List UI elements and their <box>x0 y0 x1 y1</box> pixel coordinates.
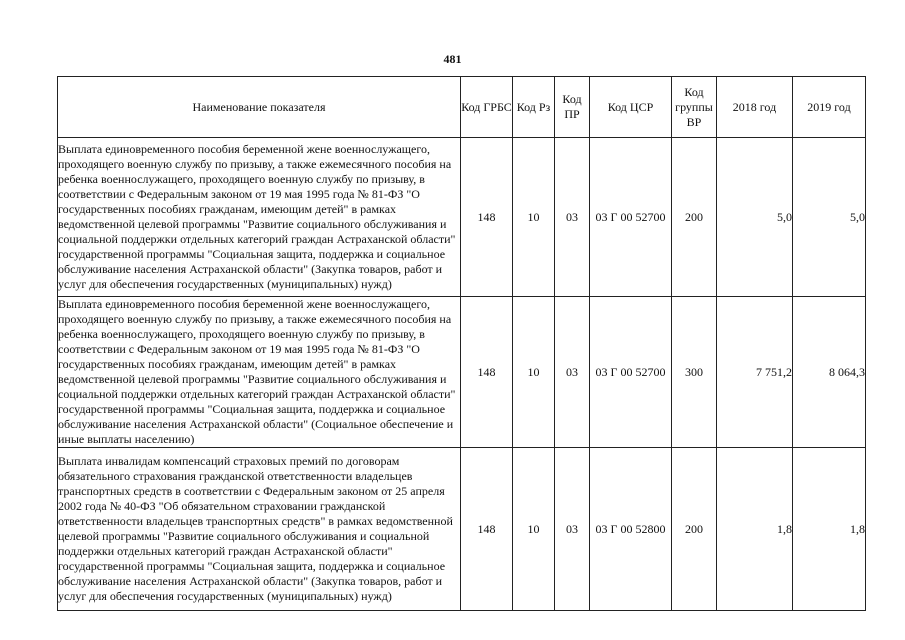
header-name: Наименование показателя <box>58 77 461 138</box>
cell-pr: 03 <box>555 448 590 611</box>
cell-rz: 10 <box>513 297 555 448</box>
header-grbs: Код ГРБС <box>461 77 513 138</box>
cell-vr: 200 <box>672 448 717 611</box>
cell-rz: 10 <box>513 138 555 297</box>
budget-table <box>57 76 866 611</box>
cell-2018: 7 751,2 <box>717 297 793 448</box>
header-2019: 2019 год <box>793 77 866 138</box>
cell-name: Выплата единовременного пособия беременной жене военнослужащего, проходящего военную службу по призыву, а также ежемесячного пособия на ребенка военнослужащего, проходящего военную службу по призыву, в соответствии с Федеральным законом от 19 мая 1995 года № 81-ФЗ "О государственных пособиях гражданам, имеющим детей" в рамках ведомственной целевой программы "Развитие социального обслуживания и социальной поддержки отдельных категорий граждан Астраханской области" государственной программы "Социальная защита, поддержка и социальное обслуживание населения Астраханской области" (Закупка товаров, работ и услуг для обеспечения государственных (муниципальных) нужд) <box>58 138 461 297</box>
cell-2019: 1,8 <box>793 448 866 611</box>
table-row <box>58 138 866 297</box>
cell-pr: 03 <box>555 297 590 448</box>
table-row <box>58 448 866 611</box>
cell-csr: 03 Г 00 52700 <box>590 138 672 297</box>
cell-vr: 300 <box>672 297 717 448</box>
cell-2019: 5,0 <box>793 138 866 297</box>
cell-vr: 200 <box>672 138 717 297</box>
cell-grbs: 148 <box>461 448 513 611</box>
cell-name: Выплата инвалидам компенсаций страховых премий по договорам обязательного страхования гражданской ответственности владельцев транспортных средств в соответствии с Федеральным законом от 25 апреля 2002 года № 40-ФЗ "Об обязательном страховании гражданской ответственности владельцев транспортных средств" в рамках ведомственной целевой программы "Развитие социального обслуживания и социальной поддержки отдельных категорий граждан Астраханской области" государственной программы "Социальная защита, поддержка и социальное обслуживание населения Астраханской области" (Закупка товаров, работ и услуг для обеспечения государственных (муниципальных) нужд) <box>58 448 461 611</box>
header-pr: Код ПР <box>555 77 590 138</box>
header-csr: Код ЦСР <box>590 77 672 138</box>
cell-csr: 03 Г 00 52700 <box>590 297 672 448</box>
cell-grbs: 148 <box>461 297 513 448</box>
cell-csr: 03 Г 00 52800 <box>590 448 672 611</box>
table-header-row <box>58 77 866 138</box>
cell-rz: 10 <box>513 448 555 611</box>
table-row <box>58 297 866 448</box>
cell-name: Выплата единовременного пособия беременной жене военнослужащего, проходящего военную службу по призыву, а также ежемесячного пособия на ребенка военнослужащего, проходящего военную службу по призыву, в соответствии с Федеральным законом от 19 мая 1995 года № 81-ФЗ "О государственных пособиях гражданам, имеющим детей" в рамках ведомственной целевой программы "Развитие социального обслуживания и социальной поддержки отдельных категорий граждан Астраханской области" государственной программы "Социальная защита, поддержка и социальное обслуживание населения Астраханской области" (Социальное обеспечение и иные выплаты населению) <box>58 297 461 448</box>
cell-2018: 1,8 <box>717 448 793 611</box>
header-2018: 2018 год <box>717 77 793 138</box>
cell-grbs: 148 <box>461 138 513 297</box>
header-vr: Код группы ВР <box>672 77 717 138</box>
page-number: 481 <box>443 52 462 66</box>
cell-pr: 03 <box>555 138 590 297</box>
cell-2019: 8 064,3 <box>793 297 866 448</box>
header-rz: Код Рз <box>513 77 555 138</box>
cell-2018: 5,0 <box>717 138 793 297</box>
